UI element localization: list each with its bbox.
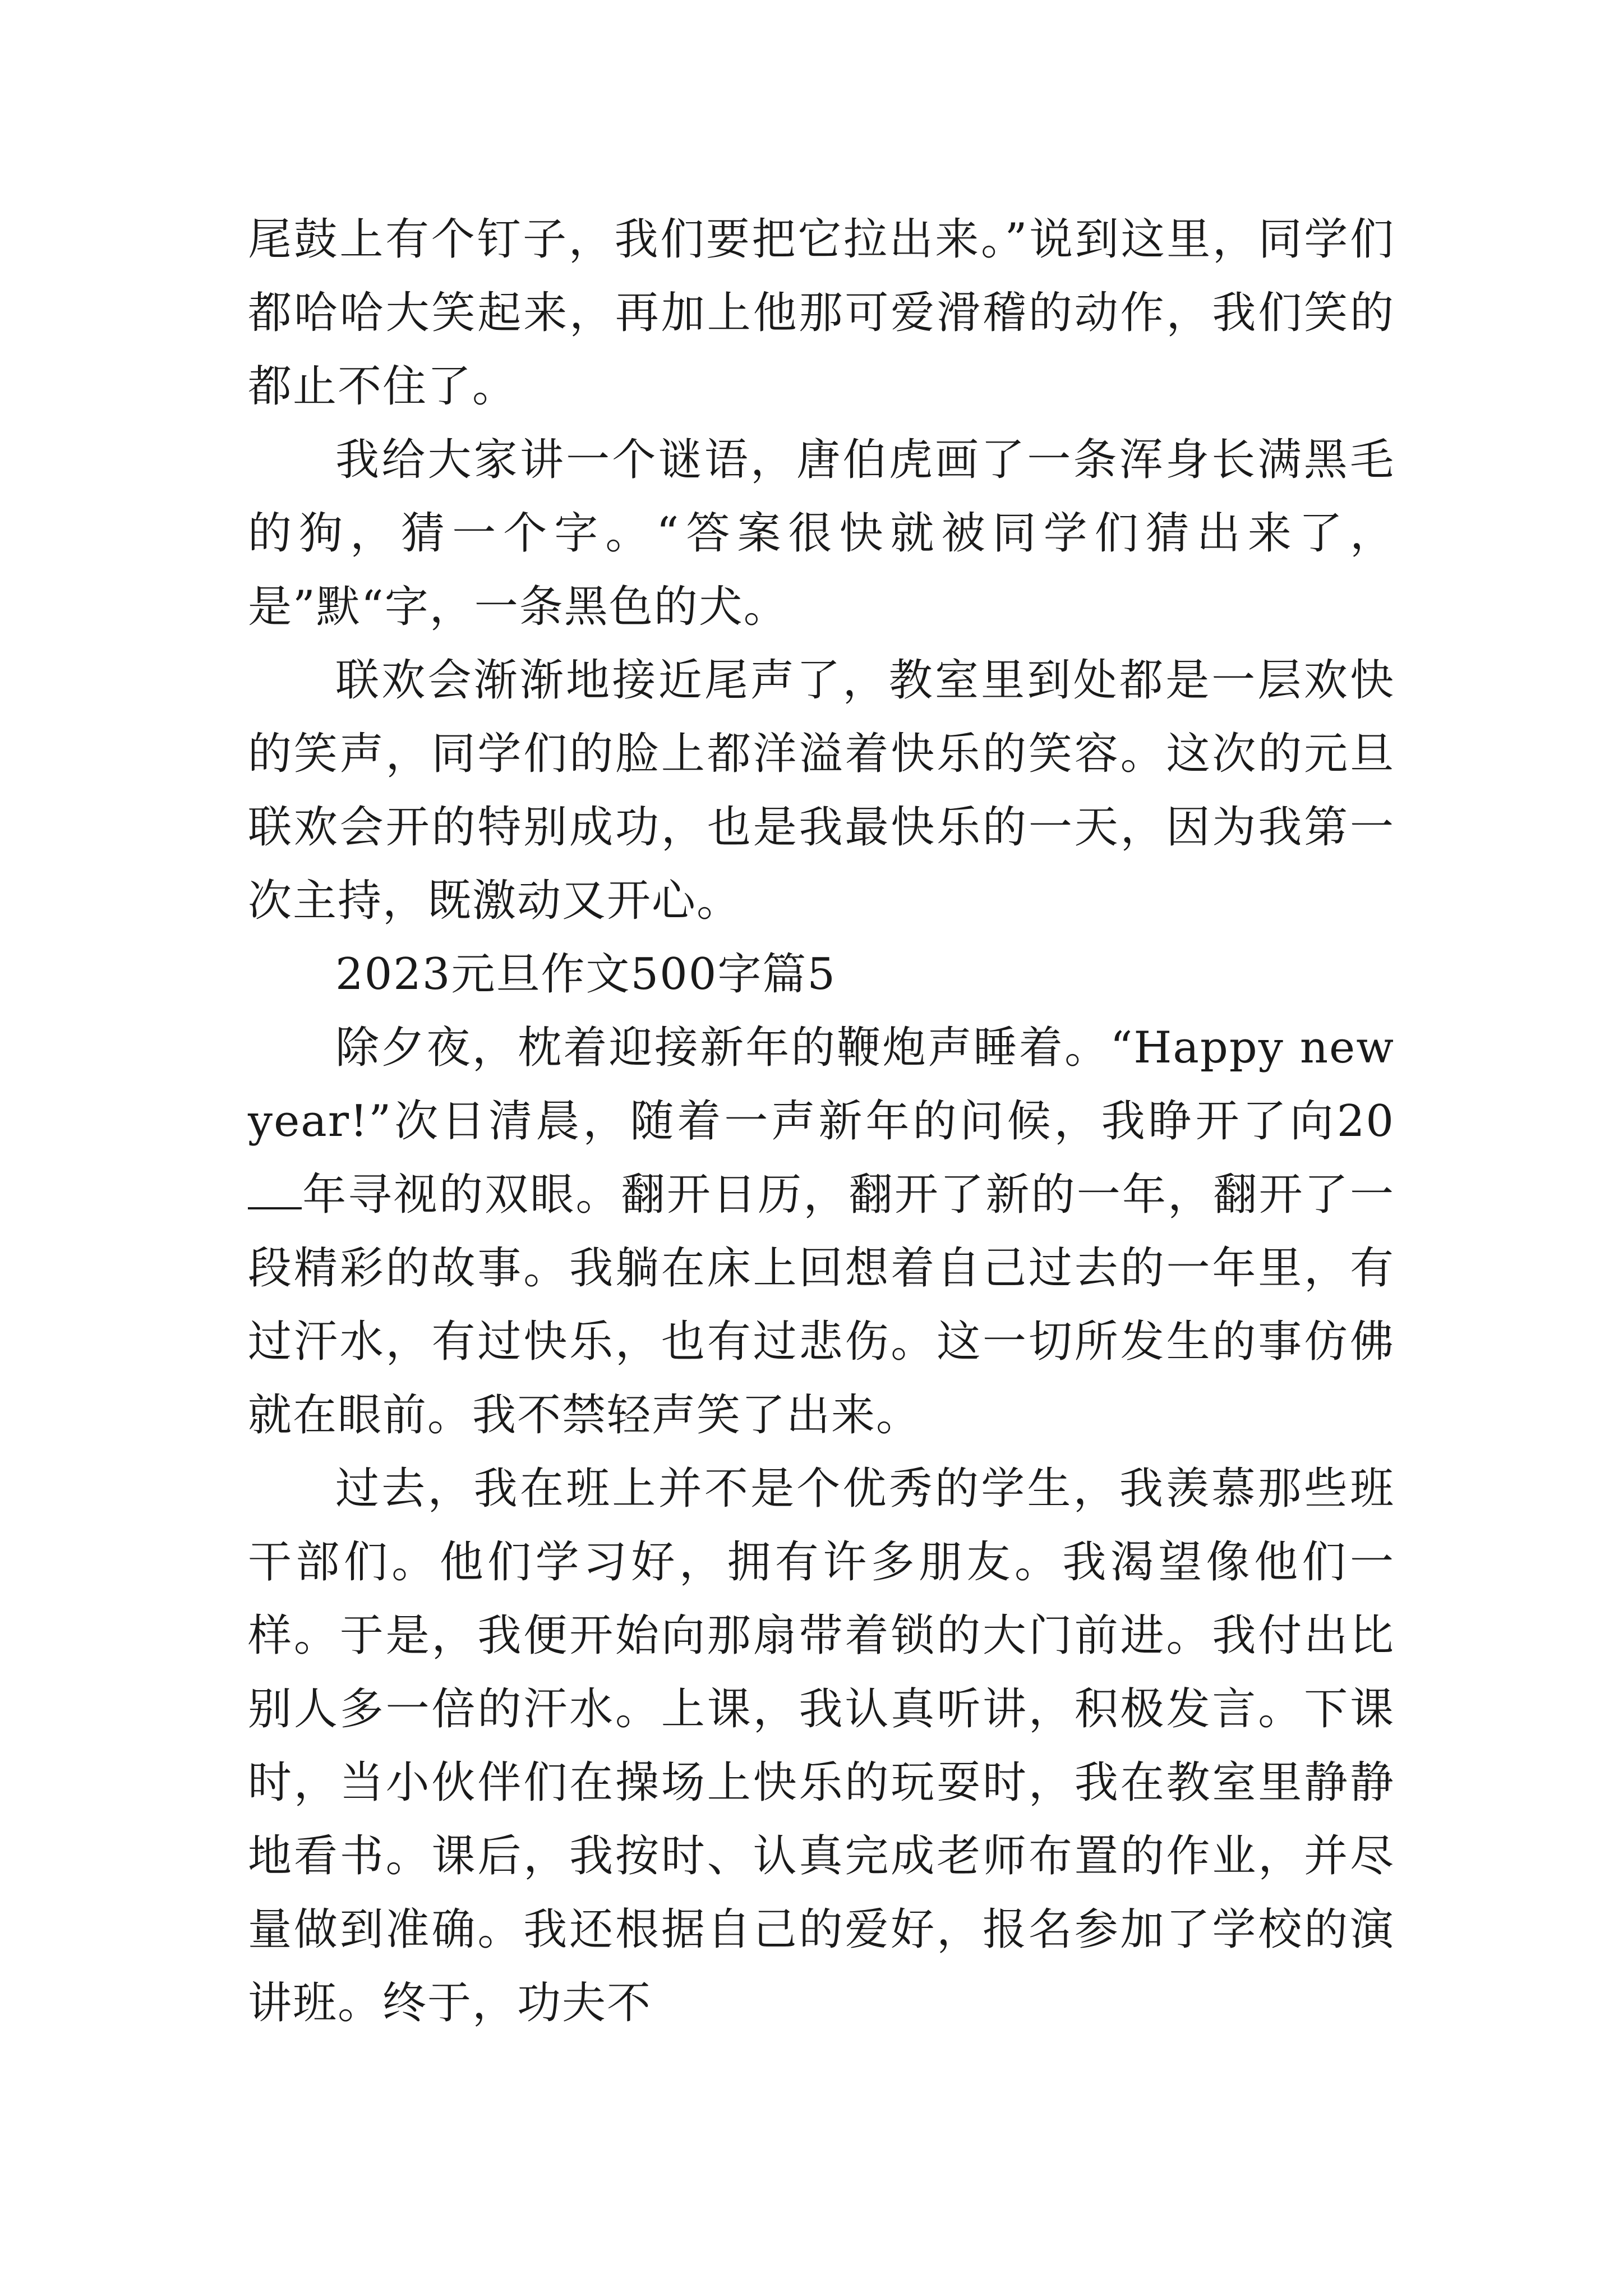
paragraph-5-start: 除夕夜，枕着迎接新年的鞭炮声睡着。“Happy new year!”次日清晨，随着一声新年的问候，我睁开了向20 xyxy=(248,1023,1395,1147)
paragraph-3: 联欢会渐渐地接近尾声了，教室里到处都是一层欢快的笑声，同学们的脸上都洋溢着快乐的笑容。这次的元旦联欢会开的特别成功，也是我最快乐的一天，因为我第一次主持，既激动又开心。 xyxy=(248,655,1395,926)
section-heading: 2023元旦作文500字篇5 xyxy=(335,949,837,1000)
document-body xyxy=(248,203,1395,2040)
paragraph-6: 过去，我在班上并不是个优秀的学生，我羡慕那些班干部们。他们学习好，拥有许多朋友。我渴望像他们一样。于是，我便开始向那扇带着锁的大门前进。我付出比别人多一倍的汗水。上课，我认真听讲，积极发言。下课时，当小伙伴们在操场上快乐的玩耍时，我在教室里静静地看书。课后，我按时、认真完成老师布置的作业，并尽量做到准确。我还根据自己的爱好，报名参加了学校的演讲班。终于，功夫不 xyxy=(248,1464,1395,2028)
paragraph-5 xyxy=(248,1011,1395,1452)
paragraph-1: 尾鼓上有个钉子，我们要把它拉出来。”说到这里，同学们都哈哈大笑起来，再加上他那可爱滑稽的动作，我们笑的都止不住了。 xyxy=(248,214,1395,412)
paragraph-2: 我给大家讲一个谜语，唐伯虎画了一条浑身长满黑毛的狗，猜一个字。“答案很快就被同学们猜出来了，是”默“字，一条黑色的犬。 xyxy=(248,435,1395,632)
blank-underline xyxy=(248,1168,302,1209)
paragraph-5-rest: 年寻视的双眼。翻开日历，翻开了新的一年，翻开了一段精彩的故事。我躺在床上回想着自己过去的一年里，有过汗水，有过快乐，也有过悲伤。这一切所发生的事仿佛就在眼前。我不禁轻声笑了出来。 xyxy=(248,1170,1395,1441)
